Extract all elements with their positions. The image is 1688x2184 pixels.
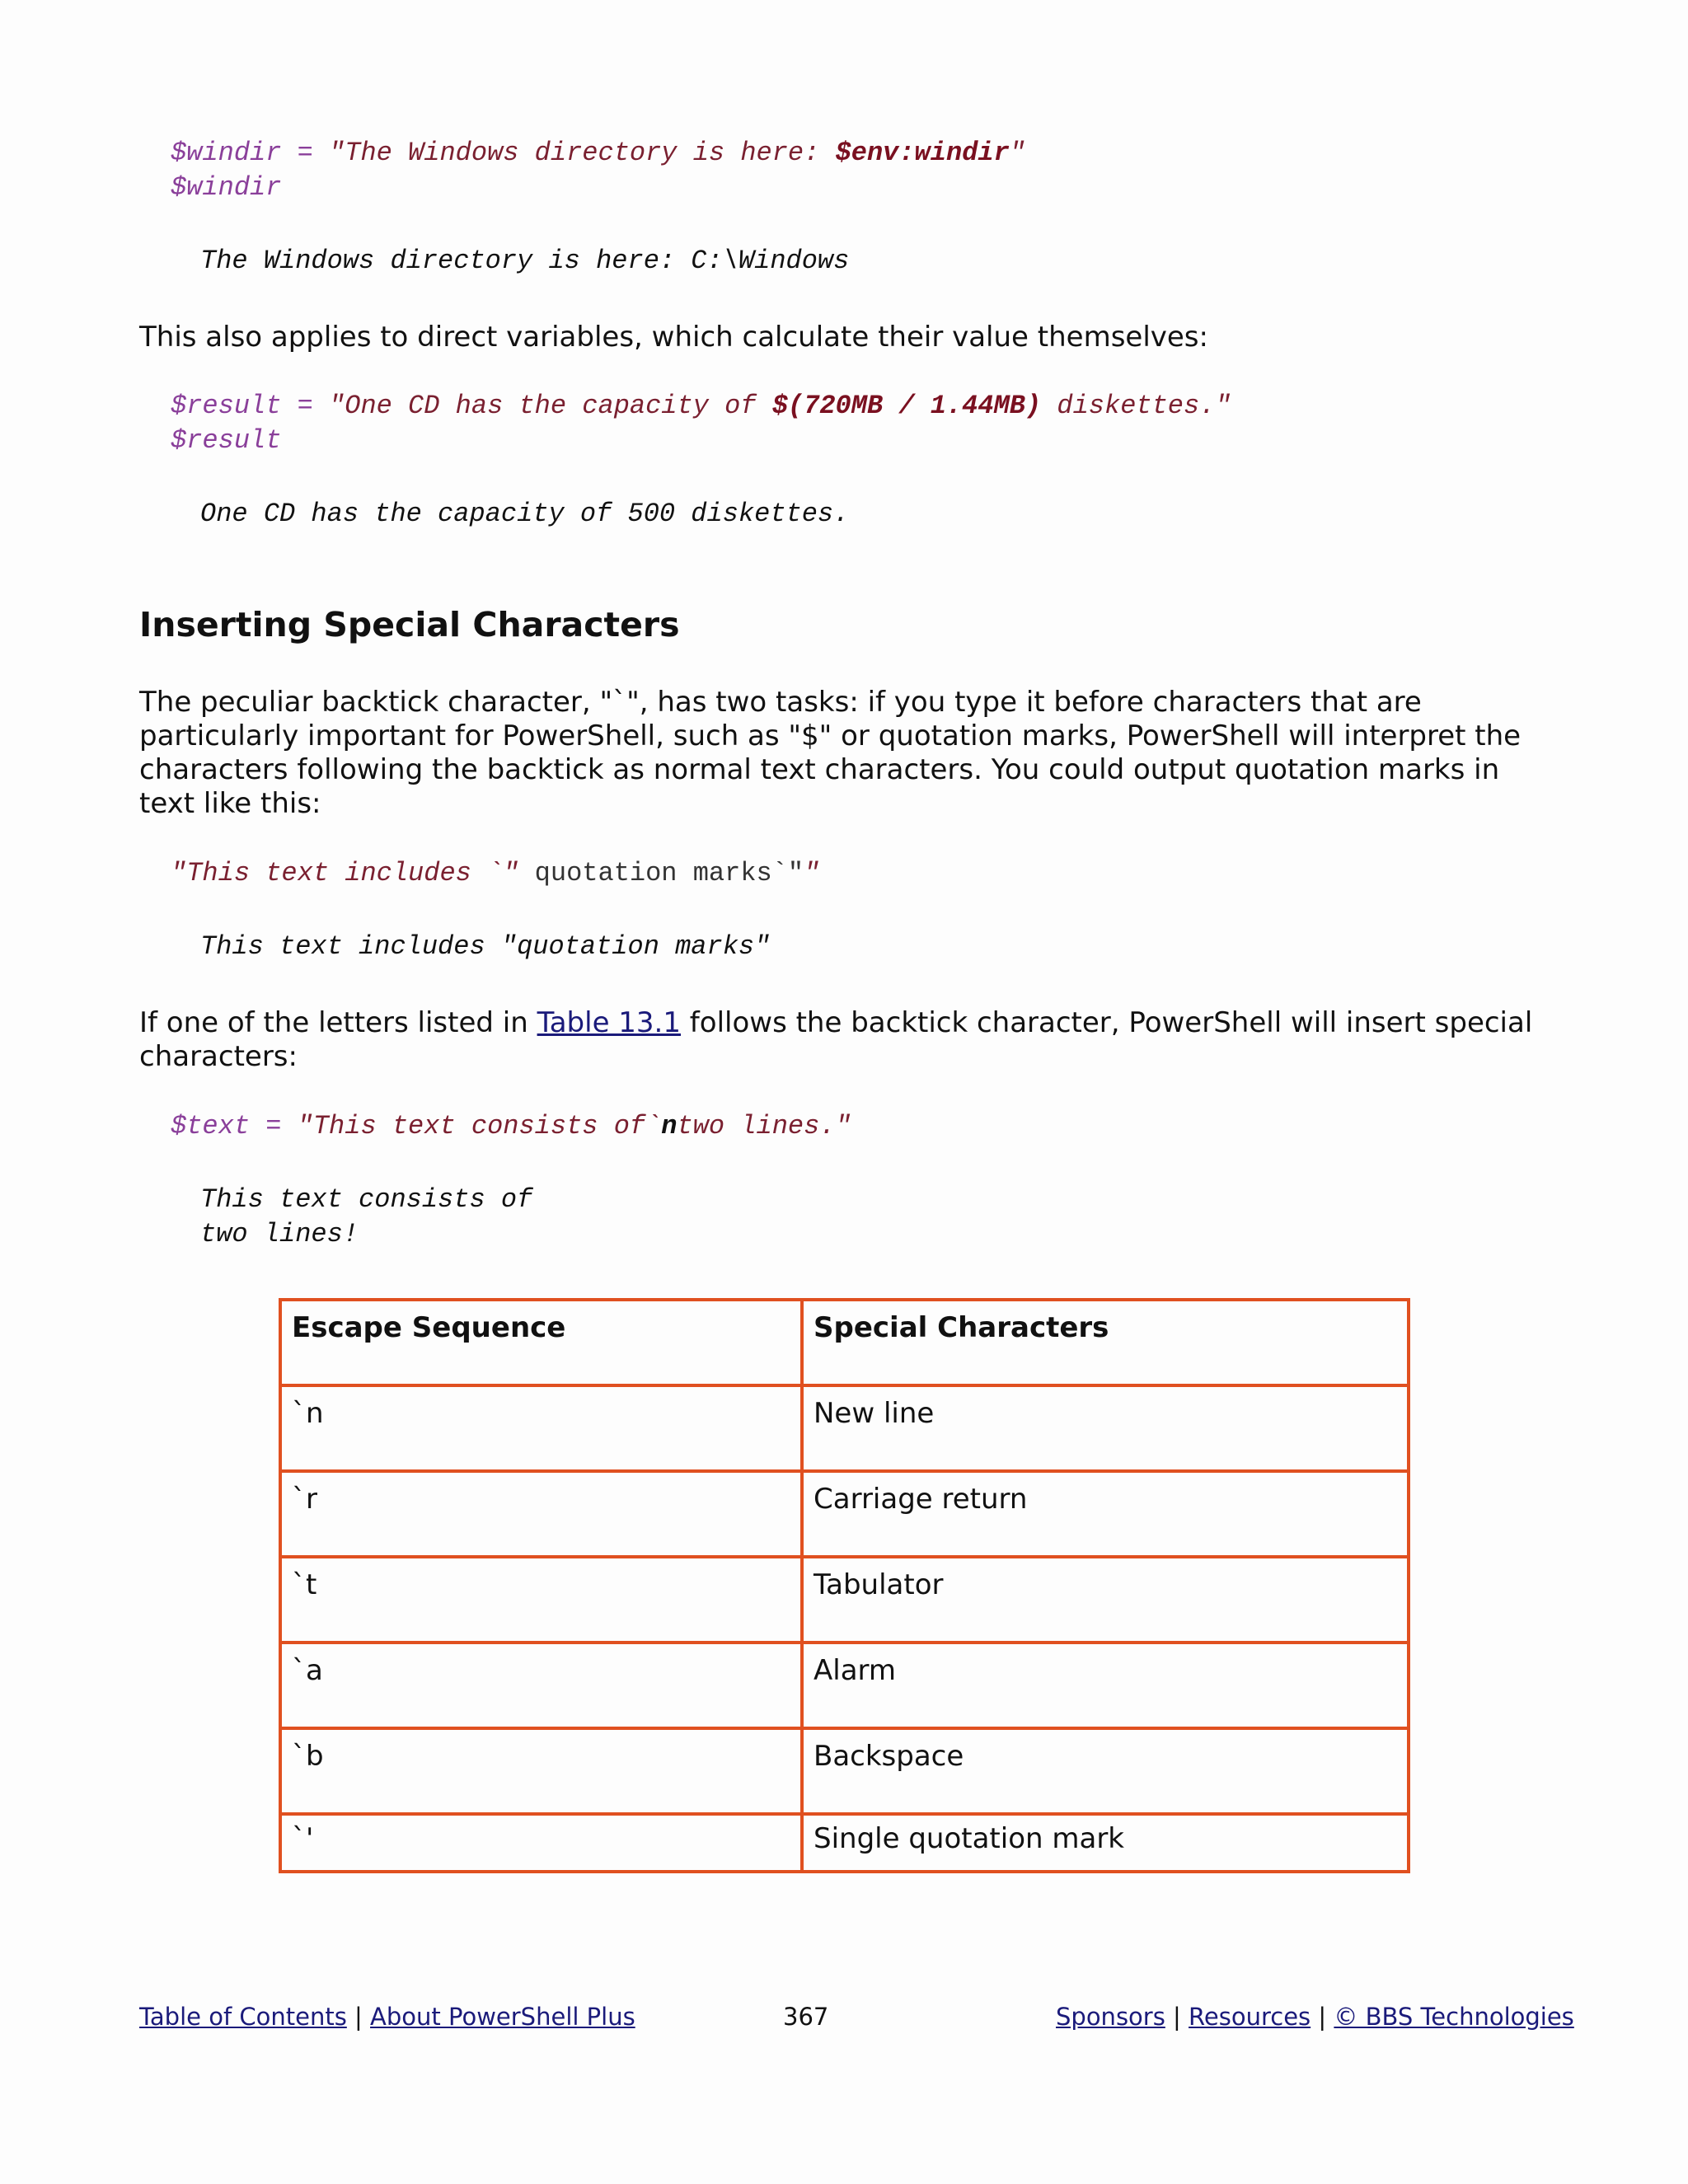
code-operator: = — [281, 391, 330, 421]
footer-separator: | — [1311, 2003, 1334, 2031]
page-number: 367 — [783, 2003, 829, 2031]
code-output: The Windows directory is here: C:\Windows — [200, 246, 850, 276]
bbs-technologies-link[interactable]: © BBS Technologies — [1334, 2003, 1574, 2031]
code-output: This text consists of — [200, 1184, 533, 1215]
code-bold-expression: $(720MB / 1.44MB) — [771, 391, 1042, 421]
table-header-row — [280, 1300, 1409, 1385]
code-line — [171, 856, 819, 891]
table-of-contents-link[interactable]: Table of Contents — [139, 2003, 347, 2031]
code-variable: $text — [171, 1111, 251, 1141]
table-cell: `r — [280, 1471, 802, 1557]
footer-left — [139, 2003, 635, 2031]
table-cell: Alarm — [802, 1643, 1409, 1728]
table-row — [280, 1728, 1409, 1814]
code-bold-escape: n — [661, 1111, 678, 1141]
code-output: One CD has the capacity of 500 diskettes. — [200, 499, 850, 529]
table-cell: Tabulator — [802, 1557, 1409, 1643]
paragraph: The peculiar backtick character, "`", has two tasks: if you type it before characters that are particularly important for PowerShell, such as "$" or quotation marks, PowerShell will interpret the characters following the backtick as normal text characters. You could output quotation marks in text like this: — [139, 686, 1522, 820]
code-line — [171, 389, 1231, 424]
table-header: Special Characters — [802, 1300, 1409, 1385]
paragraph-text: follows the backtick character, PowerShell will insert special characters: — [139, 1006, 1533, 1073]
table-cell: `n — [280, 1385, 802, 1471]
code-output: This text includes "quotation marks" — [200, 931, 771, 962]
code-string-end: two lines." — [677, 1111, 851, 1141]
code-line: $windir — [171, 172, 282, 203]
code-string: "The Windows directory is here: — [329, 138, 836, 168]
table-row — [280, 1471, 1409, 1557]
footer-separator: | — [1165, 2003, 1189, 2031]
code-operator: = — [281, 138, 330, 168]
table-cell: Single quotation mark — [802, 1814, 1409, 1872]
code-plain: quotation marks`" — [518, 858, 804, 888]
paragraph-text: If one of the letters listed in — [139, 1006, 537, 1039]
about-powershell-plus-link[interactable]: About PowerShell Plus — [370, 2003, 635, 2031]
table-header: Escape Sequence — [280, 1300, 802, 1385]
table-row — [280, 1643, 1409, 1728]
table-cell: Carriage return — [802, 1471, 1409, 1557]
paragraph: This also applies to direct variables, which calculate their value themselves: — [139, 321, 1208, 354]
code-string-end: " — [1009, 138, 1025, 168]
code-string-end: " — [804, 858, 820, 888]
sponsors-link[interactable]: Sponsors — [1056, 2003, 1165, 2031]
table-cell: `t — [280, 1557, 802, 1643]
code-string: "One CD has the capacity of — [329, 391, 772, 421]
code-operator: = — [250, 1111, 298, 1141]
code-line — [171, 1109, 851, 1144]
code-line: $result — [171, 425, 282, 456]
table-cell: `' — [280, 1814, 802, 1872]
table-row — [280, 1814, 1409, 1872]
section-heading: Inserting Special Characters — [139, 605, 680, 644]
code-string: "This text includes `" — [171, 858, 519, 888]
code-variable: $result — [171, 391, 282, 421]
code-string-end: diskettes." — [1041, 391, 1231, 421]
code-output: two lines! — [200, 1219, 359, 1249]
table-cell: Backspace — [802, 1728, 1409, 1814]
resources-link[interactable]: Resources — [1189, 2003, 1311, 2031]
code-bold-expression: $env:windir — [835, 138, 1010, 168]
table-cell: New line — [802, 1385, 1409, 1471]
code-string: "This text consists of` — [297, 1111, 662, 1141]
paragraph — [139, 1006, 1557, 1074]
code-line — [171, 136, 1025, 171]
footer-separator: | — [346, 2003, 371, 2031]
table-row — [280, 1557, 1409, 1643]
code-variable: $windir — [171, 138, 282, 168]
footer-right — [1056, 2003, 1574, 2031]
table-13-1-link[interactable]: Table 13.1 — [537, 1006, 681, 1039]
table-cell: `a — [280, 1643, 802, 1728]
escape-sequence-table — [279, 1298, 1410, 1873]
table-cell: `b — [280, 1728, 802, 1814]
table-row — [280, 1385, 1409, 1471]
